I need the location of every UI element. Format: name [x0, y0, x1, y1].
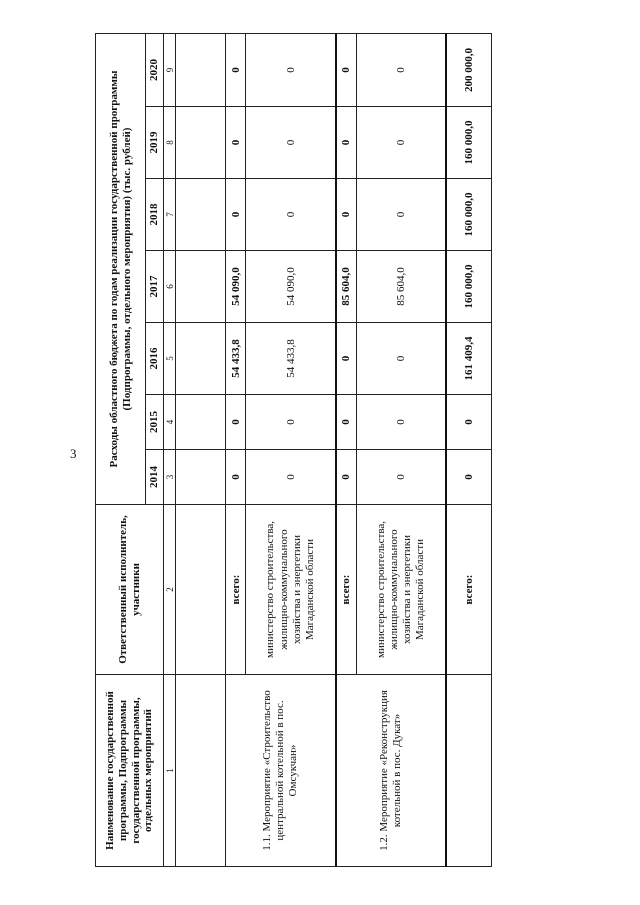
header-year: 2017 [146, 251, 164, 323]
value-cell: 0 [246, 450, 336, 505]
empty-cell [176, 505, 226, 675]
column-number: 9 [164, 34, 176, 107]
value-cell: 0 [356, 179, 446, 251]
value-cell: 160 000,0 [446, 179, 491, 251]
value-cell: 0 [356, 450, 446, 505]
value-cell: 0 [226, 179, 246, 251]
executor-cell: всего: [336, 505, 356, 675]
executor-cell: министерство строительства, жилищно-коммунального хозяйства и энергетики Магаданской области [356, 505, 446, 675]
header-name: Наименование государственной программы, Подпрограммы государственной программы, отдельных мероприятий [96, 675, 164, 867]
value-cell: 161 409,4 [446, 323, 491, 395]
value-cell: 54 090,0 [226, 251, 246, 323]
value-cell: 54 433,8 [226, 323, 246, 395]
value-cell: 0 [356, 395, 446, 450]
value-cell: 85 604,0 [356, 251, 446, 323]
empty-cell [446, 675, 491, 867]
header-executor: Ответственный исполнитель, участники [96, 505, 164, 675]
value-cell: 0 [336, 107, 356, 179]
budget-table-sheet [95, 34, 492, 867]
table-row [226, 34, 246, 867]
value-cell: 0 [226, 395, 246, 450]
executor-cell: министерство строительства, жилищно-коммунального хозяйства и энергетики Магаданской области [246, 505, 336, 675]
header-expenses: Расходы областного бюджета по годам реализации государственной программы (Подпрограммы, отдельного мероприятия) (тыс. рублей) [96, 34, 146, 505]
value-cell: 0 [336, 450, 356, 505]
value-cell: 0 [356, 34, 446, 107]
header-year: 2019 [146, 107, 164, 179]
value-cell: 0 [356, 323, 446, 395]
measure-name: 1.2. Мероприятие «Реконструкция котельной в пос. Дукат» [336, 675, 446, 867]
table-row [446, 34, 491, 867]
value-cell: 160 000,0 [446, 251, 491, 323]
executor-cell: всего: [226, 505, 246, 675]
value-cell: 54 090,0 [246, 251, 336, 323]
column-number: 5 [164, 323, 176, 395]
column-number: 3 [164, 450, 176, 505]
header-year: 2018 [146, 179, 164, 251]
header-year: 2015 [146, 395, 164, 450]
executor-cell: всего: [446, 505, 491, 675]
value-cell: 200 000,0 [446, 34, 491, 107]
value-cell: 0 [226, 34, 246, 107]
table-row [176, 34, 226, 867]
value-cell: 0 [356, 107, 446, 179]
empty-cell [176, 675, 226, 867]
column-number: 6 [164, 251, 176, 323]
value-cell: 0 [246, 107, 336, 179]
column-number: 7 [164, 179, 176, 251]
value-cell: 0 [246, 34, 336, 107]
value-cell: 0 [336, 34, 356, 107]
header-year: 2014 [146, 450, 164, 505]
value-cell: 0 [226, 107, 246, 179]
value-cell: 0 [336, 179, 356, 251]
value-cell: 0 [336, 323, 356, 395]
value-cell: 0 [446, 395, 491, 450]
header-year: 2016 [146, 323, 164, 395]
budget-table [95, 33, 492, 867]
column-number: 4 [164, 395, 176, 450]
table-row [336, 34, 356, 867]
value-cell: 85 604,0 [336, 251, 356, 323]
header-year: 2020 [146, 34, 164, 107]
column-number: 2 [164, 505, 176, 675]
column-number: 8 [164, 107, 176, 179]
page-number: 3 [70, 446, 77, 461]
measure-name: 1.1. Мероприятие «Строительство центральной котельной в пос. Омсукчан» [226, 675, 336, 867]
value-cell: 0 [246, 179, 336, 251]
value-cell: 0 [246, 395, 336, 450]
value-cell: 54 433,8 [246, 323, 336, 395]
column-number: 1 [164, 675, 176, 867]
value-cell: 0 [226, 450, 246, 505]
value-cell: 0 [336, 395, 356, 450]
value-cell: 0 [446, 450, 491, 505]
value-cell: 160 000,0 [446, 107, 491, 179]
